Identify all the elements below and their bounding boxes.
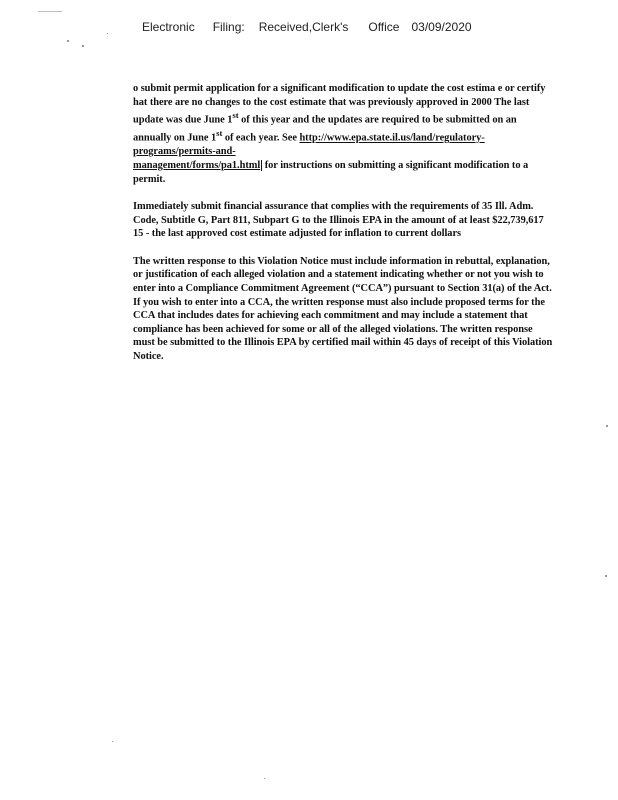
scan-speck xyxy=(112,741,113,742)
electronic-filing-stamp xyxy=(142,20,472,34)
scan-speck xyxy=(605,575,607,577)
paragraph-written-response: The written response to this Violation Notice must include information in rebuttal, explanation, or justification of each alleged violation and a statement indicating whether or not you wish to enter into a Compliance Commitment Agreement (“CCA”) pursuant to Section 31(a) of the Act. If you wish to enter into a CCA, the written response must also include proposed terms for the CCA that includes dates for achieving each commitment and may include a statement that compliance has been achieved for some or all of the alleged violations. The written response must be submitted to the Illinois EPA by certified mail within 45 days of receipt of this Violation Notice. xyxy=(133,255,553,363)
superscript: st xyxy=(232,110,239,121)
stamp-office: Office xyxy=(368,20,400,34)
epa-forms-link[interactable]: http://www.epa.state.il.us/land/regulatory-programs/permits-and- xyxy=(133,132,485,158)
scan-speck xyxy=(264,778,265,779)
paragraph-permit-modification xyxy=(133,82,553,186)
scan-speck xyxy=(606,425,608,427)
scan-speck xyxy=(82,45,84,47)
scan-speck xyxy=(67,40,69,42)
document-body xyxy=(133,82,553,378)
epa-forms-link-continued[interactable]: management/forms/pa1.html xyxy=(133,159,261,171)
stamp-received-clerks: Received,Clerk's xyxy=(258,20,349,34)
stamp-date: 03/09/2020 xyxy=(411,20,472,34)
scan-speck xyxy=(107,33,108,34)
text-segment: of this year and the updates are required to be submitted on an annually on June 1 xyxy=(133,114,517,144)
paragraph-financial-assurance: Immediately submit financial assurance that complies with the requirements of 35 Ill. Adm. Code, Subtitle G, Part 811, Subpart G to the Illinois EPA in the amount of at least $22,739,617 15 - the last approved cost estimate adjusted for inflation to current dollars xyxy=(133,201,544,240)
superscript: st xyxy=(216,128,223,139)
text-segment: for instructions on submitting a significant modification to a permit. xyxy=(133,159,529,185)
scan-artifact xyxy=(38,11,62,12)
stamp-electronic: Electronic xyxy=(142,20,195,34)
text-segment: of each year. See xyxy=(222,132,300,144)
stamp-filing: Filing: xyxy=(212,20,245,34)
text-segment: o submit permit application for a significant modification to update the cost estima e or certify hat there are no changes to the cost estimate that was previously approved in 2000 The last update was due June 1 xyxy=(133,83,546,126)
